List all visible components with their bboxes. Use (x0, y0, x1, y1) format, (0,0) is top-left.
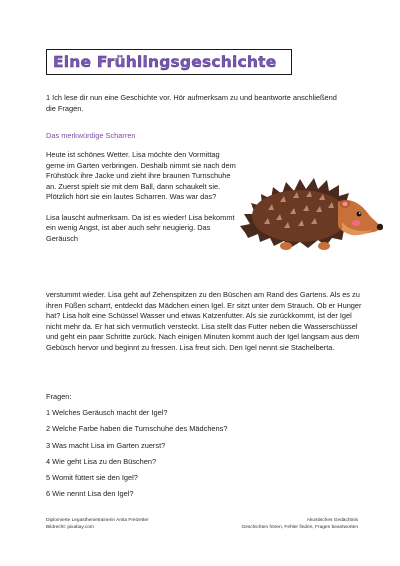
hedgehog-face (338, 200, 383, 235)
story-paragraph-2-start: Lisa lauscht aufmerksam. Da ist es wieder! Lisa bekommt ein wenig Angst, ist aber auch sehr neugierig. Das Geräusch (46, 212, 235, 243)
hedgehog-illustration (238, 166, 383, 261)
footer-image-credit: Bildrecht: pixabay.com (46, 524, 94, 530)
question-item: 5 Womit füttert sie den Igel? (46, 473, 138, 483)
footer-right (241, 518, 358, 531)
question-item: 3 Was macht Lisa im Garten zuerst? (46, 440, 166, 450)
story-text-narrow (46, 150, 238, 244)
questions-label: Fragen: (46, 392, 72, 401)
title-box (46, 49, 292, 75)
footer-author: Diplomierte Legasthenietrainerin Anita Freizetter (46, 518, 149, 523)
question-item: 6 Wie nennt Lisa den Igel? (46, 489, 134, 499)
page-title: Eine Frühlingsgeschichte (53, 53, 277, 71)
question-item: 2 Welche Farbe haben die Turnschuhe des Mädchens? (46, 424, 228, 434)
footer-subtopic: Geschichten hören, Fehler finden, Fragen beantworten (241, 524, 358, 530)
story-paragraph-2-rest: verstummt wieder. Lisa geht auf Zehenspitzen zu den Büschen am Rand des Gartens. Als es zu ihren Füßen scharrt, entdeckt das Mädchen einen Igel. Er sitzt unter dem Strauch. Ob er Hunger hat? Lisa holt eine Schüssel Wasser und etwas Katzenfutter. Als sie zurückkommt, ist der Igel nicht mehr da. Er hat sich vermutlich versteckt. Lisa stellt das Futter neben die Wasserschüssel und geht ein paar Schritte zurück. Nach einigen Minuten kommt auch der Igel langsam aus dem Gebüsch hervor und beginnt zu fressen. Lisa freut sich. Den Igel nennt sie Stachelberta. (46, 290, 362, 352)
intro-instruction: 1 Ich lese dir nun eine Geschichte vor. Hör aufmerksam zu und beantworte anschließend die Fragen. (46, 93, 337, 113)
question-item: 4 Wie geht Lisa zu den Büschen? (46, 456, 157, 466)
footer-topic: Akustisches Gedächtnis (306, 518, 358, 523)
story-subtitle: Das merkwürdige Scharren (46, 131, 136, 140)
footer-left (46, 518, 149, 531)
question-item: 1 Welches Geräusch macht der Igel? (46, 408, 168, 417)
question-list (46, 408, 346, 506)
story-paragraph-1: Heute ist schönes Wetter. Lisa möchte den Vormittag gerne im Garten verbringen. Deshalb nimmt sie nach dem Frühstück ihre Jacke und zieht ihre braunen Turnschuhe an. Zuerst spielt sie mit dem Ball, dann schaukelt sie. Plötzlich hört sie ein lautes Scharren. Was war das? (46, 150, 236, 201)
